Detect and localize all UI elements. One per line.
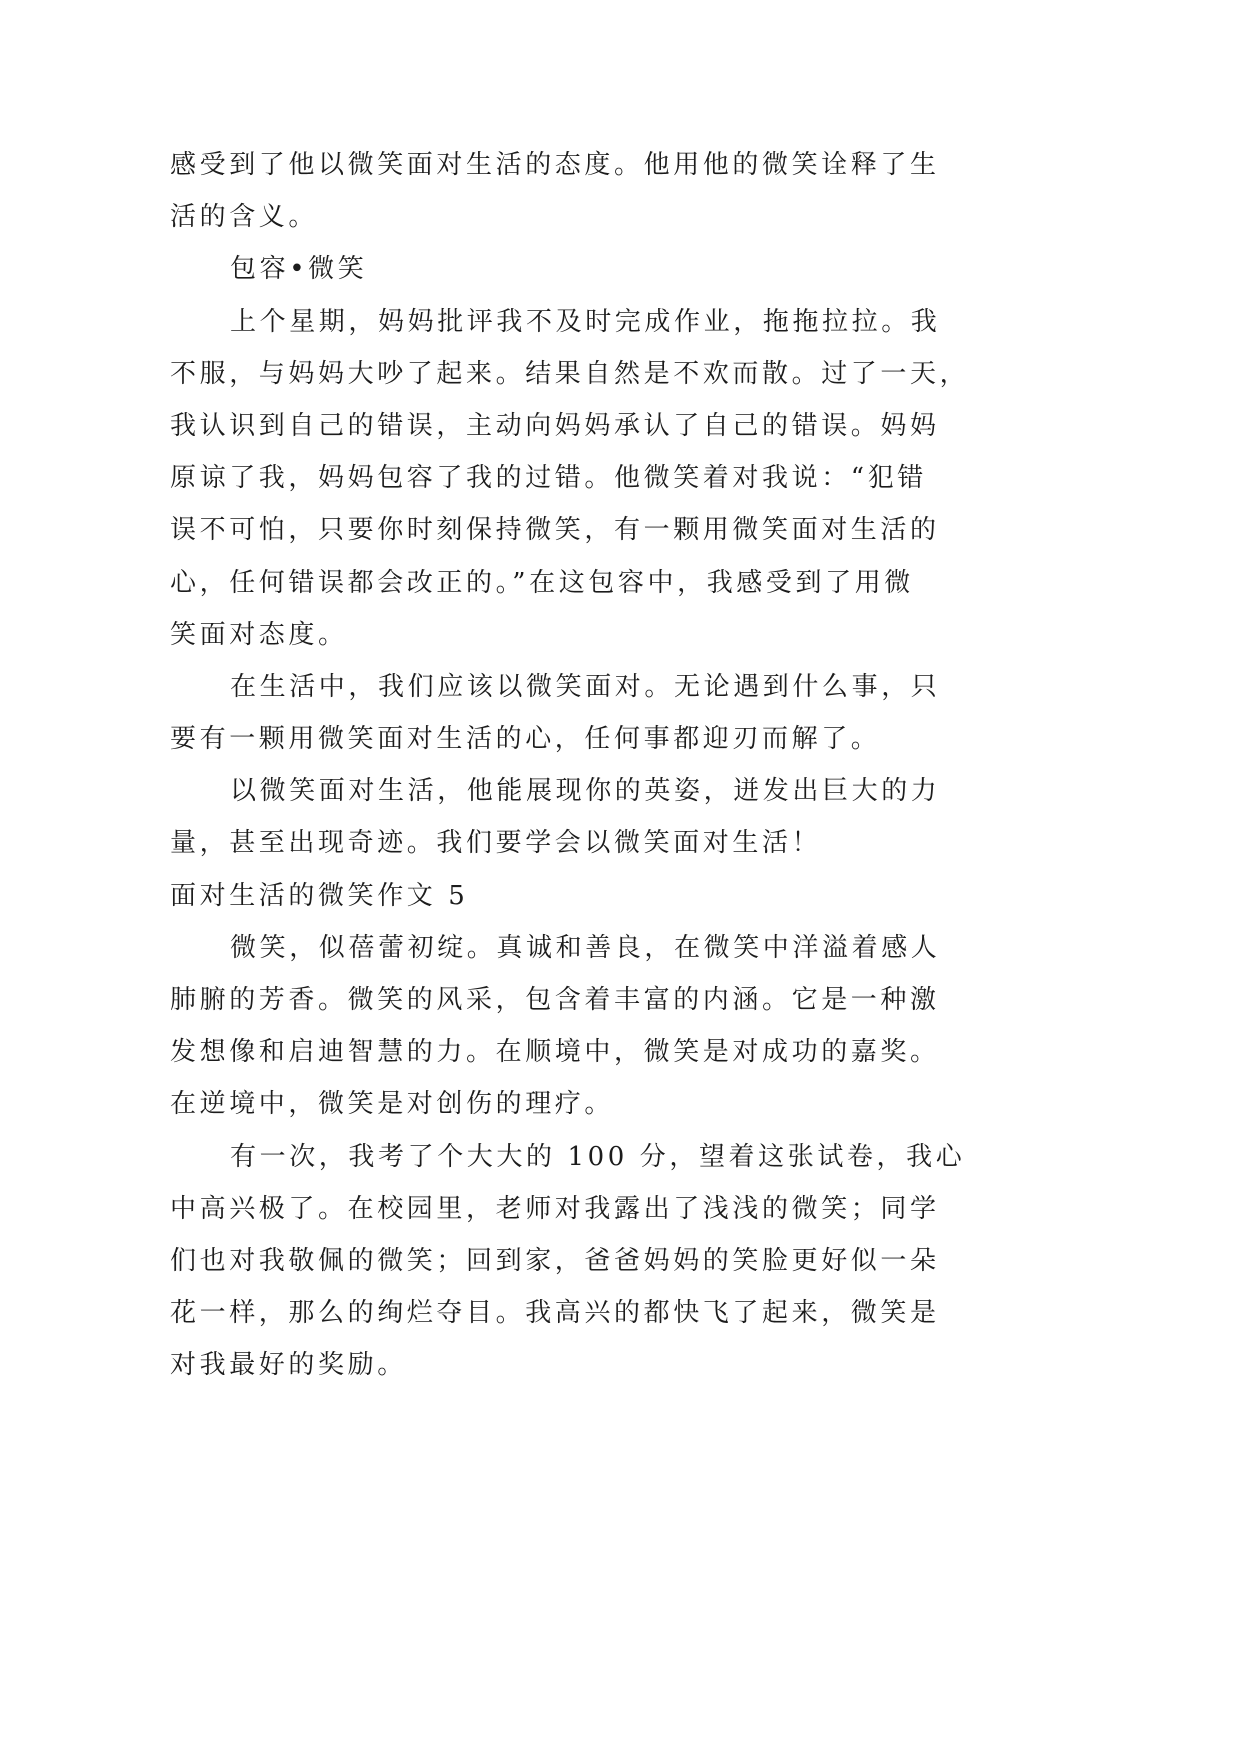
- text-line: 心，任何错误都会改正的。”在这包容中，我感受到了用微: [170, 567, 914, 598]
- text-line: 以微笑面对生活，他能展现你的英姿，迸发出巨大的力: [230, 776, 941, 807]
- paragraph-continuation: [170, 139, 1070, 243]
- text-line: 们也对我敬佩的微笑；回到家，爸爸妈妈的笑脸更好似一朵: [170, 1245, 940, 1276]
- section-subheading: [170, 243, 1070, 295]
- text-line: 原谅了我，妈妈包容了我的过错。他微笑着对我说：“犯错: [170, 463, 927, 494]
- text-line: 发想像和启迪智慧的力。在顺境中，微笑是对成功的嘉奖。: [170, 1037, 940, 1068]
- text-line: 中高兴极了。在校园里，老师对我露出了浅浅的微笑；同学: [170, 1193, 940, 1224]
- paragraph-intro: [170, 922, 1070, 1131]
- text-line: 花一样，那么的绚烂夺目。我高兴的都快飞了起来，微笑是: [170, 1298, 940, 1329]
- subheading-text: 包容•微笑: [230, 254, 368, 285]
- text-line: 在逆境中，微笑是对创伤的理疗。: [170, 1089, 615, 1120]
- text-line: 微笑，似蓓蕾初绽。真诚和善良，在微笑中洋溢着感人: [230, 932, 941, 963]
- text-line: 要有一颗用微笑面对生活的心，任何事都迎刃而解了。: [170, 724, 881, 755]
- text-line: 我认识到自己的错误，主动向妈妈承认了自己的错误。妈妈: [170, 410, 940, 441]
- text-line: 对我最好的奖励。: [170, 1350, 407, 1381]
- paragraph-life: [170, 661, 1070, 765]
- text-line: 活的含义。: [170, 202, 319, 233]
- paragraph-conclusion: [170, 765, 1070, 869]
- text-line: 不服，与妈妈大吵了起来。结果自然是不欢而散。过了一天，: [170, 358, 970, 389]
- paragraph-tolerance: [170, 296, 1070, 661]
- essay-title: [170, 870, 1070, 922]
- document-body: [170, 139, 1070, 1392]
- text-line: 误不可怕，只要你时刻保持微笑，有一颗用微笑面对生活的: [170, 515, 940, 546]
- text-line: 在生活中，我们应该以微笑面对。无论遇到什么事，只: [230, 671, 941, 702]
- paragraph-story: [170, 1131, 1070, 1392]
- text-line: 有一次，我考了个大大的 100 分，望着这张试卷，我心: [230, 1141, 966, 1172]
- essay-title-text: 面对生活的微笑作文 5: [170, 880, 469, 911]
- text-line: 笑面对态度。: [170, 619, 348, 650]
- text-line: 量，甚至出现奇迹。我们要学会以微笑面对生活！: [170, 828, 822, 859]
- text-line: 感受到了他以微笑面对生活的态度。他用他的微笑诠释了生: [170, 150, 940, 180]
- text-line: 肺腑的芳香。微笑的风采，包含着丰富的内涵。它是一种激: [170, 985, 940, 1015]
- text-line: 上个星期，妈妈批评我不及时完成作业，拖拖拉拉。我: [230, 306, 941, 337]
